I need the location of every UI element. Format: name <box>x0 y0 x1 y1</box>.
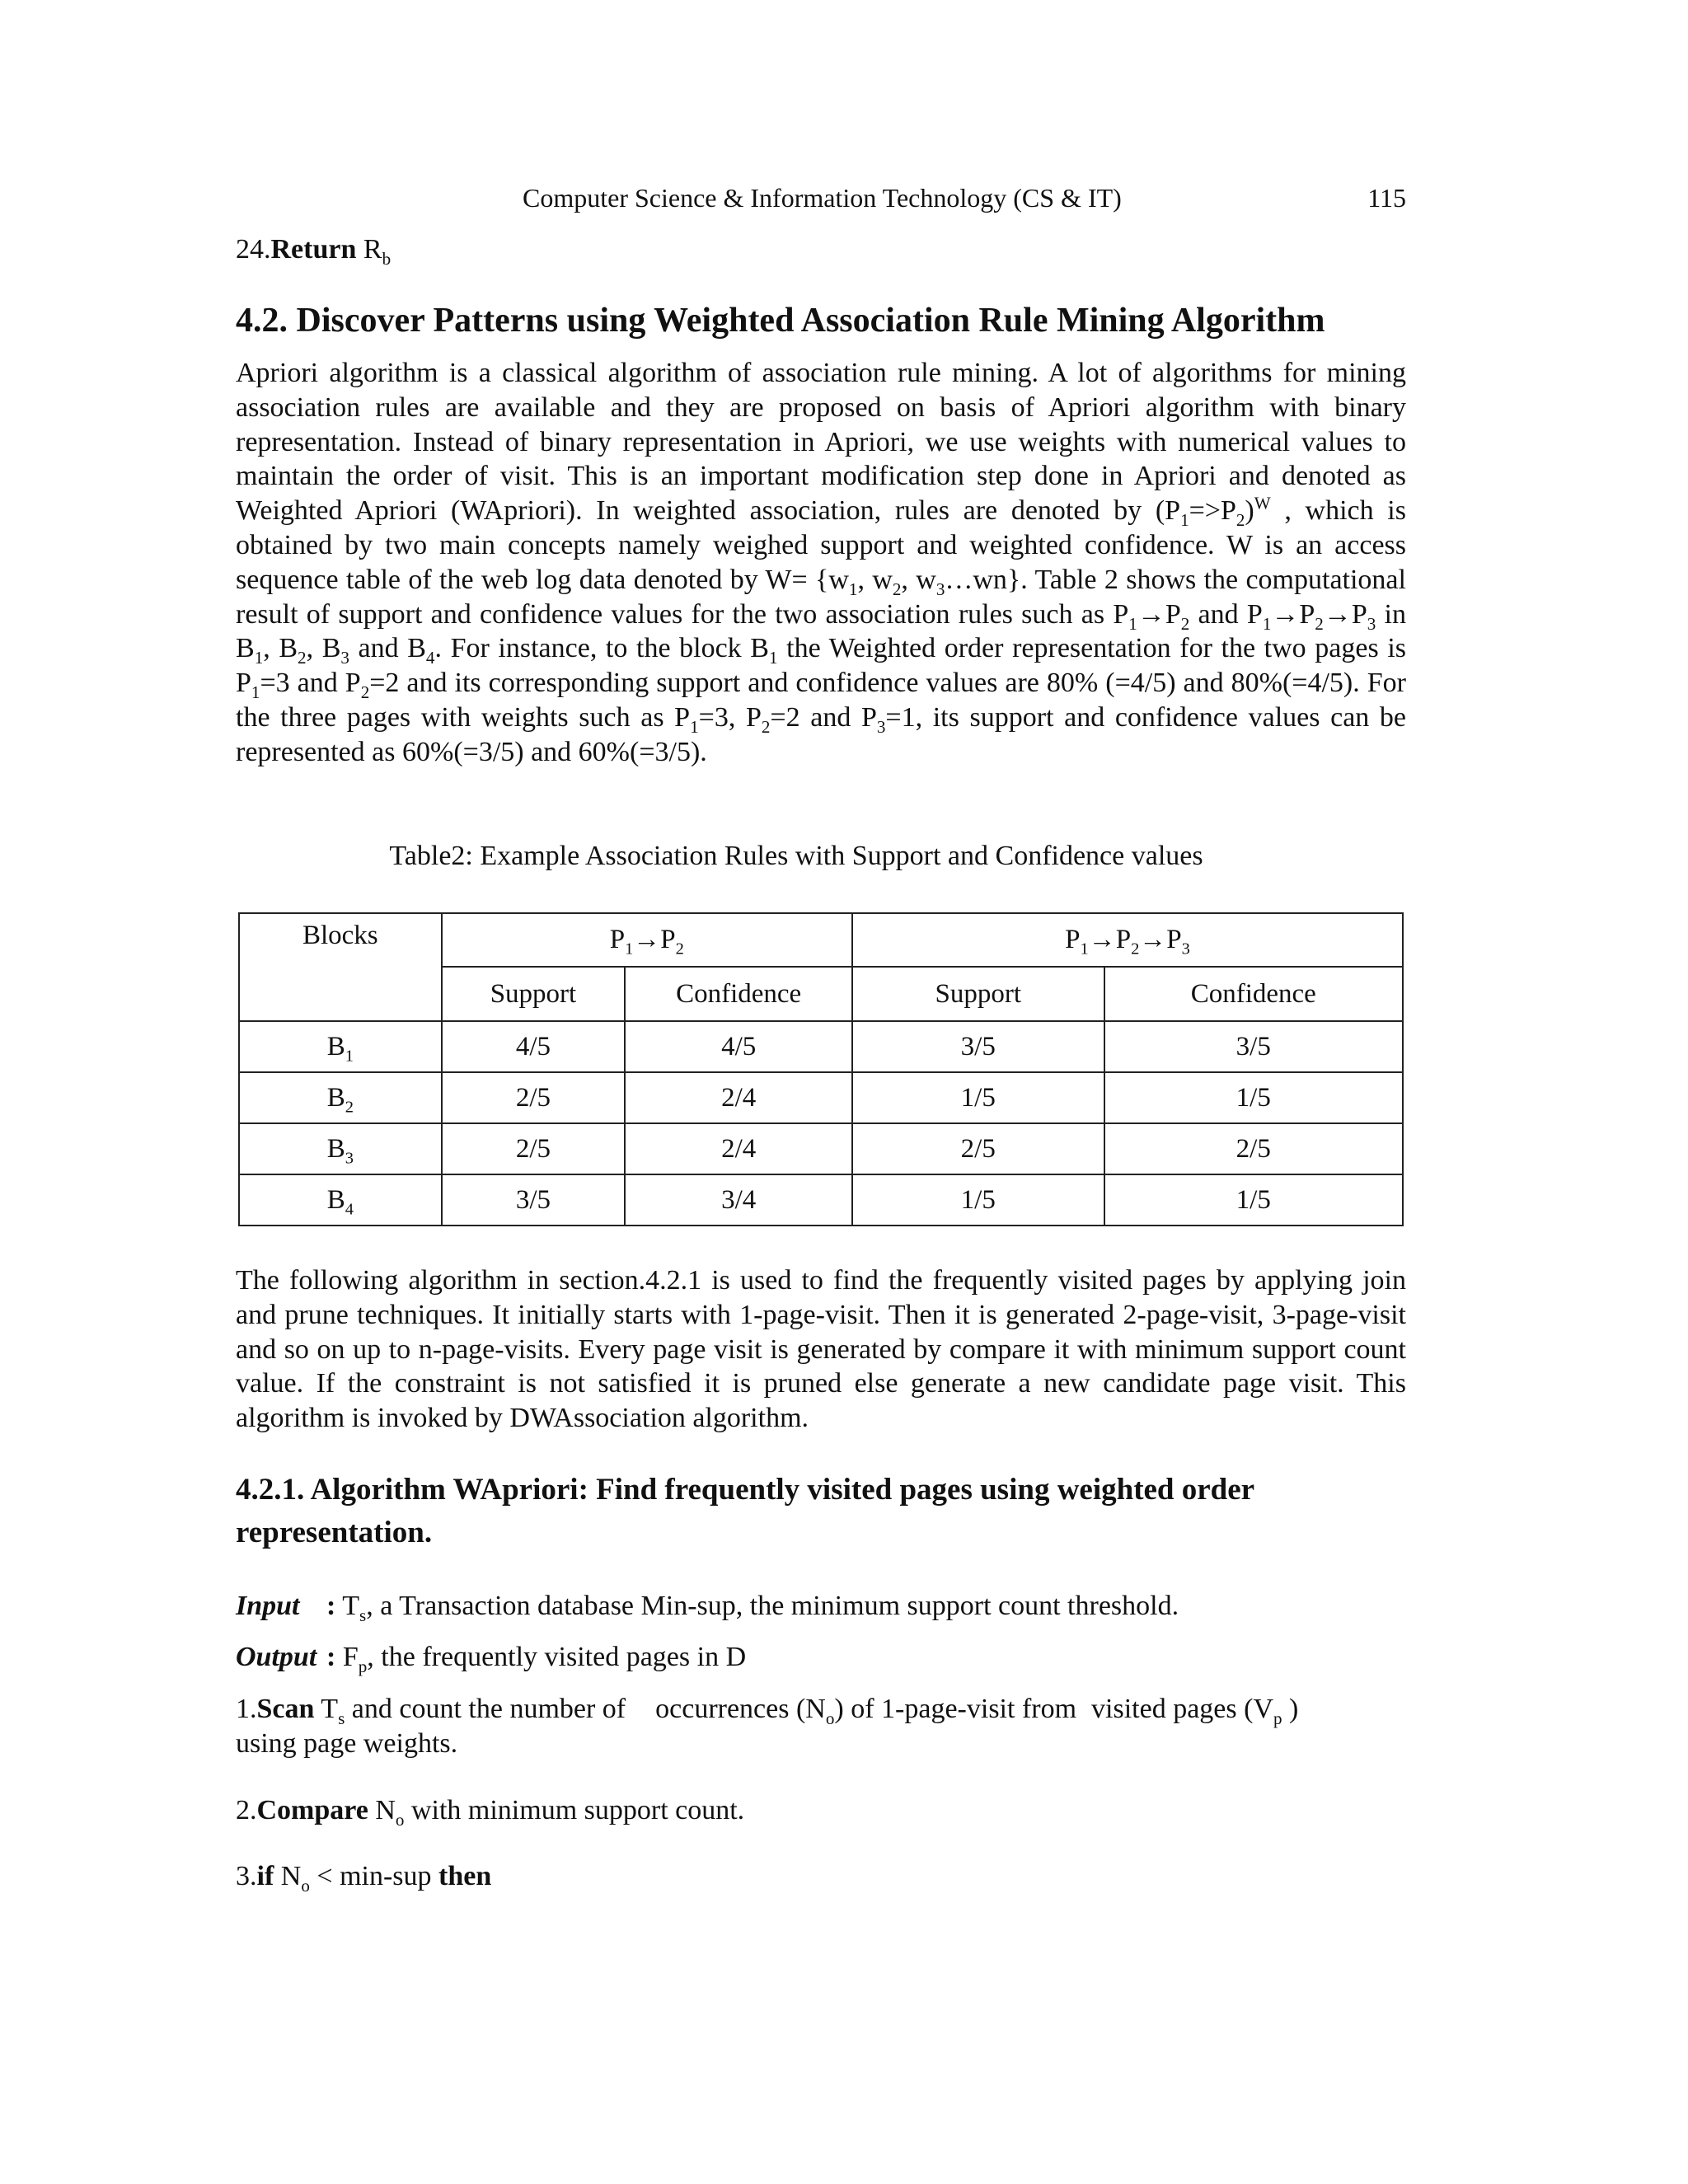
table-row <box>239 1174 1403 1226</box>
rule-p1-p2-header: $P_1\to P_2$ <box>442 913 852 967</box>
support-cell: 3/5 <box>442 1174 626 1226</box>
confidence-cell: 1/5 <box>1104 1174 1404 1226</box>
block-cell: $B_2$ <box>239 1072 442 1123</box>
confidence-header: Confidence <box>1104 967 1404 1021</box>
support-header: Support <box>852 967 1104 1021</box>
support-cell: 2/5 <box>442 1123 626 1174</box>
section-heading: 4.2. Discover Patterns using Weighted Association Rule Mining Algorithm <box>236 302 1325 340</box>
algorithm-intro-paragraph: The following algorithm in section.4.2.1 is used to find the frequently visited pages by applying join and prune techniques. It initially starts with 1-page-visit. Then it is generated 2-page-visit, 3-page-visit and so on up to n-page-visits. Every page visit is generated by compare it with minimum support count value. If the constraint is not satisfied it is pruned else generate a new candidate page visit. This algorithm is invoked by DWAssociation algorithm. <box>236 1265 1406 1434</box>
block-cell: $B_1$ <box>239 1021 442 1072</box>
support-cell: 2/5 <box>442 1072 626 1123</box>
confidence-cell: 3/5 <box>1104 1021 1404 1072</box>
confidence-cell: 3/4 <box>625 1174 852 1226</box>
support-cell: 3/5 <box>852 1021 1104 1072</box>
table-header-row <box>239 913 1403 967</box>
algorithm-step-2: 2.Compare $N_o$ with minimum support count. <box>236 1795 745 1830</box>
algorithm-input: Input : $T_s$, a Transaction database Min-sup, the minimum support count threshold. <box>236 1591 1179 1625</box>
table-caption: Table2: Example Association Rules with Support and Confidence values <box>389 841 1203 871</box>
association-rules-table <box>238 912 1404 1226</box>
block-cell: $B_3$ <box>239 1123 442 1174</box>
running-header <box>236 183 1406 216</box>
blocks-header: Blocks <box>239 913 442 1021</box>
confidence-cell: 1/5 <box>1104 1072 1404 1123</box>
support-cell: 2/5 <box>852 1123 1104 1174</box>
algorithm-output: Output : $F_p$, the frequently visited pages in D <box>236 1642 747 1676</box>
support-cell: 1/5 <box>852 1072 1104 1123</box>
return-step: 24.Return $R_b$ <box>236 234 392 269</box>
confidence-cell: 4/5 <box>625 1021 852 1072</box>
page-number: 115 <box>1367 183 1406 213</box>
rule-p1-p2-p3-header: $P_1\to P_2\to P_3$ <box>852 913 1403 967</box>
block-cell: $B_4$ <box>239 1174 442 1226</box>
support-cell: 4/5 <box>442 1021 626 1072</box>
table-row <box>239 1072 1403 1123</box>
support-cell: 1/5 <box>852 1174 1104 1226</box>
algorithm-step-1: 1.Scan $T_s$ and count the number of occurrences $(N_o)$ of 1-page-visit from visited pages ($V_p$ ) using page weights. <box>236 1694 1299 1759</box>
confidence-header: Confidence <box>625 967 852 1021</box>
subsection-heading: 4.2.1. Algorithm WApriori: Find frequently visited pages using weighted order representation. <box>236 1473 1254 1549</box>
journal-title: Computer Science & Information Technology (CS & IT) <box>523 183 1122 213</box>
confidence-cell: 2/4 <box>625 1072 852 1123</box>
confidence-cell: 2/4 <box>625 1123 852 1174</box>
table-row <box>239 1123 1403 1174</box>
intro-paragraph: Apriori algorithm is a classical algorithm of association rule mining. A lot of algorithms for mining association rules are available and they are proposed on basis of Apriori algorithm with binary representation. Instead of binary representation in Apriori, we use weights with numerical values to maintain the order of visit. This is an important modification step done in Apriori and denoted as Weighted Apriori (WApriori). In weighted association, rules are denoted by $(P_1=>P_2)^W$ , which is obtained by two main concepts namely weighed support and weighted confidence. W is an access sequence table of the web log data denoted by $W= \{w_1$, $w_2$, $w_3\dots wn$}. Table 2 shows the computational result of support and confidence values for the two association rules such as $P_1\to P_2$ and $P_1\to P_2\to P_3$ in $B_1$, $B_2$, $B_3$ and $B_4$. For instance, to the block $B_1$ the Weighted order representation for the two pages is $P_1=3$ and $P_2=2$ and its corresponding support and confidence values are 80% (=4/5) and 80%(=4/5). For the three pages with weights such as $P_1=3$, $P_2=2$ and $P_3=1$, its support and confidence values can be represented as 60%(=3/5) and 60%(=3/5). <box>236 358 1407 767</box>
table-row <box>239 1021 1403 1072</box>
support-header: Support <box>442 967 626 1021</box>
algorithm-step-3: 3.if $N_o < \min-sup$ then <box>236 1861 492 1896</box>
confidence-cell: 2/5 <box>1104 1123 1404 1174</box>
